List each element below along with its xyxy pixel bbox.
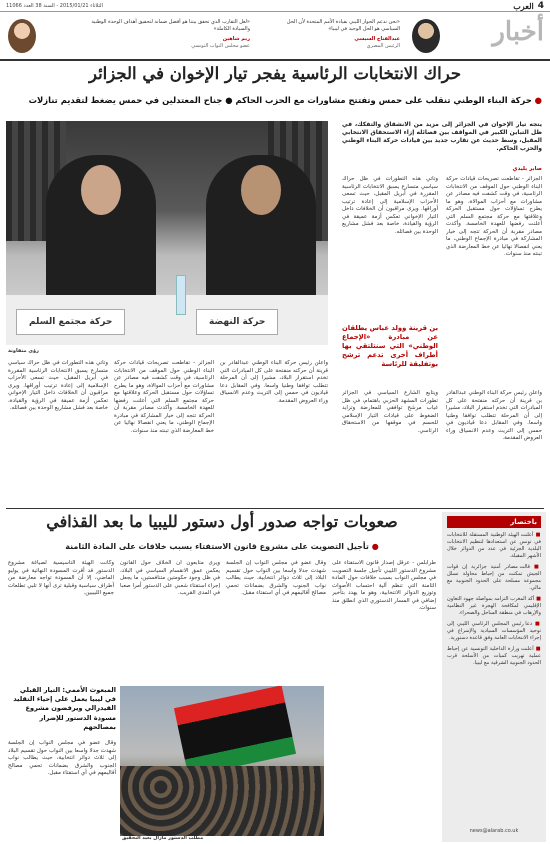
story2-column: ويرى متابعون أن الخلاف حول القانون يعكس عمق الانقسام السياسي في البلاد، في ظل وجود حكومتين متنافستين، ما يجعل إجراء استفتاء شعبي على الدستور أمرا صعبا في المدى القريب.	[120, 560, 220, 596]
avatar	[412, 19, 440, 53]
page-marker	[513, 1, 544, 11]
brand-logo: العرب	[513, 0, 534, 11]
story2-headline: صعوبات تواجه صدور أول دستور لليبيا ما بعد القذافي	[46, 512, 398, 531]
sidebar-email[interactable]: news@alarab.co.uk	[469, 828, 519, 834]
story2-side-quote: المبعوث الأممي: التيار القبلي في ليبيا يعمل على إحياء التقليد الفيدرالي ويرفضون مشروع مسودة الدستور للإضرار بمصالحهم	[13, 686, 116, 731]
quote-name: ريم شاهين	[222, 36, 250, 42]
flag-graphic	[174, 686, 296, 777]
story1-column: وتأتي هذه التطورات في ظل حراك سياسي متسارع يسبق الانتخابات الرئاسية المقررة في أبريل المقبل، حيث تسعى الأحزاب الإسلامية إلى إعادة ترتيب أوراقها. ويرى مراقبون أن الخلافات داخل التيار الإخواني تعكس أزمة عميقة في الرؤية والقيادة، خاصة بعد فشل مشاريع الوحدة بين فصائله.	[8, 360, 108, 411]
byline: صابر بليدي	[512, 166, 542, 172]
story1-column: الجزائر - تقاطعت تصريحات قيادات حركة البناء الوطني حول الموقف من الانتخابات الرئاسية، في وقت كشفت فيه مصادر عن مشاورات مع أحزاب الموالاة، وهو ما يطرح تساؤلات حول مستقبل الحركة وعلاقتها مع حركة مجتمع السلم التي أعلنت رفضها للعهدة الخامسة. وأكدت مصادر مقربة أن الحركة تتجه إلى خيار المشاركة في مبادرة الإجماع الوطني، ما يعني انفصالا نهائيا عن خط المعارضة الذي تبنته منذ سنوات.	[446, 176, 542, 257]
photo-caption: رؤى متفاوتة	[8, 348, 39, 354]
placard: حركة مجتمع السلم	[16, 309, 125, 335]
story1-side-quote: بن قرينة وولد عباس يطلقان عن مبادرة «الإجماع الوطني» التي سنتلتقي بها أطراف أخرى تدعم ترشح بوتفليقة للرئاسة	[342, 324, 438, 368]
story2-column: وقال عضو في مجلس النواب إن الجلسة شهدت جدلا واسعا بين النواب حول تقسيم البلاد إلى ثلاث دوائر انتخابية، حيث يطالب نواب الجنوب والشرق بضمانات تحمي مصالح أقاليمهم في أي استفتاء مقبل.	[226, 560, 326, 596]
quote-text: «نحن ندعم الحوار الليبي بقيادة الأمم المتحدة لأن الحل السياسي هو الحل الوحيد في ليبيا»	[286, 19, 400, 32]
subhead-text: حركة البناء الوطني تنقلب على حمس وتفتتح مشاورات مع الحزب الحاكم ● جناح المعتدلين في حمس يضغط لتقديم تنازلات	[28, 95, 532, 105]
story1-column: وأعلن رئيس حركة البناء الوطني عبدالقادر بن قرينة أن حركته منفتحة على كل المبادرات التي تخدم استقرار البلاد، مشيرا إلى أن المرحلة تتطلب توافقا وطنيا واسعا. وفي المقابل دعا قياديون في حمس إلى التريث وعدم الانسياق وراء العروض المقدمة.	[446, 390, 542, 441]
story1-column: ويتابع الشارع السياسي في الجزائر تطورات المشهد الحزبي باهتمام، في ظل غياب مرشح توافقي للمعارضة وتزايد الضغوط على قيادات التيار الإسلامي للحسم في موقفها من الاستحقاق الرئاسي.	[342, 390, 438, 434]
story2-column: وكانت الهيئة التأسيسية لصياغة مشروع الدستور قد أقرت المسودة النهائية في يوليو الماضي، إلا أن المسودة تواجه معارضة من أطراف سياسية وقبلية ترى أنها لا تلبي تطلعات جميع الليبيين.	[8, 560, 114, 596]
story2-photo	[120, 686, 324, 836]
story1-column: الجزائر - تقاطعت تصريحات قيادات حركة البناء الوطني حول الموقف من الانتخابات الرئاسية، في وقت كشفت فيه مصادر عن مشاورات مع أحزاب الموالاة، وهو ما يطرح تساؤلات حول مستقبل الحركة وعلاقتها مع حركة مجتمع السلم التي أعلنت رفضها للعهدة الخامسة. وأكدت مصادر مقربة أن الحركة تتجه إلى خيار المشاركة في مبادرة الإجماع الوطني، ما يعني انفصالا نهائيا عن خط المعارضة الذي تبنته منذ سنوات.	[114, 360, 214, 434]
quote-role: الرئيس المصري	[366, 43, 400, 49]
bullet-icon: ●	[368, 542, 379, 551]
photo-caption: مطلب الدستور مازال بعيد التحقيق	[122, 836, 204, 841]
story1-lead: يتجه تيار الإخوان في الجزائر إلى مزيد من الانشقاق والتفكك، في ظل التباين الكبير في المواقف بين فصائله إزاء الاستحقاق الانتخابي المقبل، وسط حديث عن تقارب جديد بين قيادات حركة البناء الوطني والحزب الحاكم.	[342, 121, 542, 152]
item-text: دعا رئيس المجلس الرئاسي الليبي إلى توحيد المؤسسات السيادية والإسراع في إجراء الانتخابات العامة وفق قاعدة دستورية.	[447, 621, 541, 641]
header-quote	[270, 19, 400, 50]
item-text: أعلنت وزارة الداخلية التونسية عن إحباط عملية تهريب كميات من الأسلحة قرب الحدود الجنوبية الشرقية مع ليبيا.	[447, 646, 541, 666]
section-title: أخبار	[492, 17, 544, 47]
story1-subhead	[8, 94, 542, 106]
page-header	[0, 13, 550, 61]
item-text: أعلنت الهيئة الوطنية المستقلة للانتخابات في تونس عن استعدادها لتنظيم الانتخابات البلدية الجزئية في عدد من الدوائر خلال الأشهر المقبلة.	[447, 532, 541, 559]
top-bar	[0, 0, 550, 12]
list-item: ■ قالت مصادر أمنية جزائرية إن قوات الجيش تمكنت من إحباط محاولة تسلل مجموعة مسلحة على الحدود الجنوبية مع مالي.	[447, 564, 541, 591]
header-quote	[90, 19, 250, 50]
story2-column: وقال عضو في مجلس النواب إن الجلسة شهدت جدلا واسعا بين النواب حول تقسيم البلاد إلى ثلاث دوائر انتخابية، حيث يطالب نواب الجنوب والشرق بضمانات تحمي مصالح أقاليمهم في أي استفتاء مقبل.	[8, 740, 116, 776]
story1-column: وتأتي هذه التطورات في ظل حراك سياسي متسارع يسبق الانتخابات الرئاسية المقررة في أبريل المقبل، حيث تسعى الأحزاب الإسلامية إلى إعادة ترتيب أوراقها. ويرى مراقبون أن الخلافات داخل التيار الإخواني تعكس أزمة عميقة في الرؤية والقيادة، خاصة بعد فشل مشاريع الوحدة بين فصائله.	[342, 176, 438, 235]
story1-photo	[6, 121, 328, 345]
list-item: ■ دعا رئيس المجلس الرئاسي الليبي إلى توحيد المؤسسات السيادية والإسراع في إجراء الانتخابات العامة وفق قاعدة دستورية.	[447, 621, 541, 641]
quote-name: عبدالفتاح السيسي	[354, 36, 400, 42]
page-number: 4	[537, 0, 544, 11]
list-item: ■ أعلنت وزارة الداخلية التونسية عن إحباط عملية تهريب كميات من الأسلحة قرب الحدود الجنوبية الشرقية مع ليبيا.	[447, 646, 541, 666]
placard: حركة النهضة	[196, 309, 278, 335]
avatar	[8, 19, 36, 53]
divider	[6, 508, 544, 509]
quote-text: «لعل التقارب الذي تحقق بيننا هو أفضل ضمانة لتحقيق أهداف الوحدة الوطنية والسيادة الكاملة»	[91, 19, 250, 32]
brief-sidebar	[442, 512, 546, 842]
subhead-text: تأجيل التصويت على مشروع قانون الاستفتاء بسبب خلافات على المادة الثامنة	[65, 542, 369, 551]
quote-role: عضو مجلس النواب التونسي	[191, 43, 250, 49]
item-text: قالت مصادر أمنية جزائرية إن قوات الجيش تمكنت من إحباط محاولة تسلل مجموعة مسلحة على الحدود الجنوبية مع مالي.	[447, 564, 541, 591]
story2-subhead	[6, 542, 438, 551]
story1-headline: حراك الانتخابات الرئاسية يفجر تيار الإخوان في الجزائر	[88, 64, 462, 83]
story2-column: طرابلس - عرقل إصدار قانون الاستفتاء على مشروع الدستور الليبي تأجيل جلسة التصويت في مجلس النواب بسبب خلافات حول المادة الثامنة التي تنظم آلية احتساب الأصوات وتوزيع الدوائر الانتخابية، وهو ما يهدد بتأخير إضافي في المسار الدستوري الذي انطلق منذ سنوات.	[332, 560, 436, 611]
bullet-icon: ●	[531, 95, 542, 105]
list-item: ■ أكد المغرب التزامه بمواصلة جهود التعاون الإقليمي لمكافحة الهجرة غير النظامية والإرهاب في منطقة الساحل والصحراء.	[447, 596, 541, 616]
sidebar-title: باختصار	[447, 516, 541, 528]
date-line: الثلاثاء 2015/01/21 - السنة 38 العدد 11066	[6, 2, 103, 9]
story1-column: وأعلن رئيس حركة البناء الوطني عبدالقادر بن قرينة أن حركته منفتحة على كل المبادرات التي تخدم استقرار البلاد، مشيرا إلى أن المرحلة تتطلب توافقا وطنيا واسعا. وفي المقابل دعا قياديون في حمس إلى التريث وعدم الانسياق وراء العروض المقدمة.	[220, 360, 328, 404]
item-text: أكد المغرب التزامه بمواصلة جهود التعاون الإقليمي لمكافحة الهجرة غير النظامية والإرهاب في منطقة الساحل والصحراء.	[447, 596, 541, 616]
list-item: ■ أعلنت الهيئة الوطنية المستقلة للانتخابات في تونس عن استعدادها لتنظيم الانتخابات البلدية الجزئية في عدد من الدوائر خلال الأشهر المقبلة.	[447, 532, 542, 559]
